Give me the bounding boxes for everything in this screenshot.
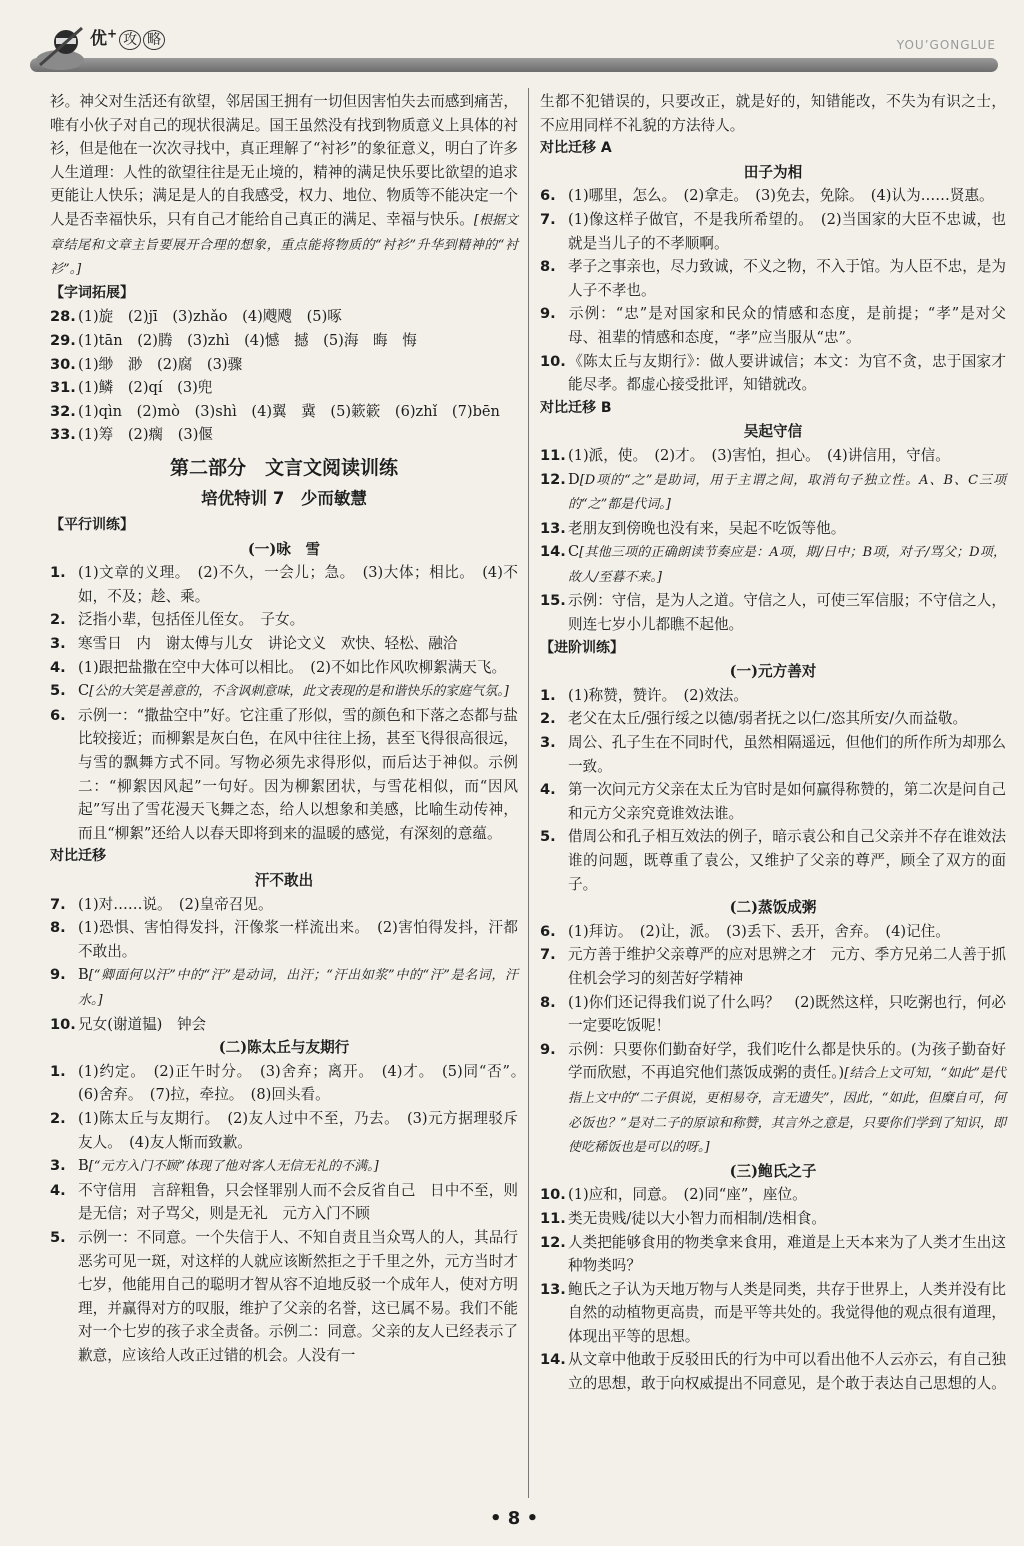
answer-item [540,825,1006,896]
answer-item [50,608,518,632]
item-note: [“卿面何以汗”中的“汗”是动词，出汗；“汗出如浆”中的“汗”是名词，汗水。] [78,968,518,1008]
item-text: (1)拜访。 (2)让，派。 (3)丢下、丢开，舍弃。 (4)记住。 [568,922,950,940]
item-number: 9. [540,1040,556,1058]
item-number: 6. [540,187,556,205]
item-number: 2. [50,611,66,629]
item-text: 示例：只要你们勤奋好学，我们吃什么都是快乐的。(为孩子勤奋好学而欣慰，不再追究他们蒸饭成粥的责任。) [568,1040,1006,1082]
item-text: 从文章中他敢于反驳田氏的行为中可以看出他不人云亦云，有自己独立的思想，敢于向权威提出不同意见，是个敢于表达自己思想的人。 [568,1351,1006,1393]
item-number: 9. [50,966,66,984]
item-number: 29. [50,331,76,349]
answer-list [50,1060,533,1368]
answer-item [50,1179,518,1226]
logo-text: 优+ 攻 略 [90,24,165,49]
subtitle: (三)鲍氏之子 [729,1162,817,1180]
answer-item [540,731,1006,778]
item-text: (1)旋 (2)jī (3)zhǎo (4)飕飕 (5)啄 [78,308,342,326]
item-number: 15. [540,592,566,610]
item-note: [D项的“之”是助词，用于主谓之间，取消句子独立性。A、B、C三项的“之”都是代词。] [568,472,1006,513]
answer-item [50,1013,518,1037]
item-number: 31. [50,379,76,397]
item-number: 8. [540,993,556,1011]
subtitle: (二)蒸饭成粥 [729,899,817,917]
item-number: 6. [540,922,556,940]
answer-item [50,632,518,656]
item-text: (1)缈 渺 (2)腐 (3)骤 [78,355,243,373]
item-number: 2. [50,1109,66,1127]
answer-list [50,561,518,845]
section-heading: 【进阶训练】 [540,639,624,656]
subtitle: 吴起守信 [743,423,803,441]
item-text: 第一次问元方父亲在太丘为官时是如何赢得称赞的，第二次是问自己和元方父亲究竟谁效法谁。 [568,781,1006,822]
item-text: 《陈太丘与友期行》：做人要讲诚信；本文：为官不贪，忠于国家才能尽孝。都虚心接受批评，知错就改。 [568,352,1006,394]
item-number: 8. [540,258,556,276]
item-text: (1)应和，同意。 (2)同“座”，座位。 [568,1186,807,1204]
item-text: 人类把能够食用的物类拿来食用，难道是上天本来为了人类才生出这种物类吗？ [568,1233,1006,1275]
item-text: (1)派，使。 (2)才。 (3)害怕，担心。 (4)讲信用，守信。 [568,446,950,464]
section-heading: 对比迁移 B [540,399,612,416]
item-text: 类无贵贱/徒以大小智力而相制/迭相食。 [568,1209,826,1227]
answer-item [50,704,518,846]
item-number: 7. [540,210,556,228]
subtitle: 汗不敢出 [254,872,314,889]
section-heading: 【字词拓展】 [50,284,134,301]
part-title: 第二部分 文言文阅读训练 [169,456,398,479]
item-number: 8. [50,919,66,937]
answer-item [50,1226,518,1368]
answer-item [540,444,1006,468]
item-text: (1)tān (2)腾 (3)zhì (4)憾 撼 (5)海 晦 悔 [78,331,417,349]
answer-item [50,1060,533,1107]
answer-item [540,1183,1006,1207]
answer-item [540,943,1006,990]
item-number: 9. [540,305,556,323]
answer-item [50,893,518,917]
page-number: • 8 • [490,1508,539,1529]
item-number: 4. [50,658,66,676]
answer-item [540,1231,1006,1278]
subtitle: 田子为相 [743,163,803,181]
item-text: (1)称赞，赞许。 (2)效法。 [568,686,748,704]
item-text: 示例：“忠”是对国家和民众的情感和态度，是前提；“孝”是对父母、祖辈的情感和态度，“孝”应当服从“忠”。 [568,305,1006,346]
item-number: 10. [50,1015,76,1033]
item-note: [其他三项的正确朗读节奏应是：A项，期/日中；B项，对子/骂父；D项，故人/至暮不来。] [568,545,1006,585]
item-note: [结合上文可知，“如此”是代指上文中的“二子俱说，更相易夺，言无遗失”，因此，“如此，但糜自可，何必饭也？”是对二子的原谅和称赞，其言外之意是，只要你们学到了知识，即使吃稀饭也是可以的呀。] [568,1066,1006,1156]
answer-item [50,305,518,329]
answer-item [540,589,1006,636]
answer-item [540,350,1006,397]
item-text: 不守信用 言辞粗鲁，只会怪罪别人而不会反省自己 日中不至，则是无信；对子骂父，则是无礼 元方入门不顾 [78,1181,518,1223]
answer-item [540,184,1006,208]
item-number: 5. [50,682,66,700]
item-note: [公的大笑是善意的，不含讽刺意味，此文表现的是和谐快乐的家庭气氛。] [89,684,509,700]
column-divider [528,88,529,1498]
answer-list [540,920,1006,1160]
item-text: C [568,543,580,561]
item-number: 7. [50,895,66,913]
answer-item [540,778,1006,825]
answer-item [50,376,518,400]
item-text: 兄女(谢道韫) 钟会 [78,1015,207,1033]
answer-item [50,679,518,704]
right-column [540,90,1006,1396]
answer-item [50,656,518,680]
answer-item [540,540,1006,589]
item-text: (1)文章的义理。 (2)不久，一会儿；急。 (3)大体；相比。 (4)不如，不及；趁、乘。 [78,564,518,605]
item-number: 14. [540,543,566,561]
item-number: 7. [540,946,556,964]
answer-item [50,561,518,608]
item-number: 1. [50,564,66,582]
answer-item [540,684,1006,708]
item-number: 11. [540,1209,566,1227]
item-text: (1)陈太丘与友期行。 (2)友人过中不至，乃去。 (3)元方据理驳斥友人。 (4)友人惭而致歉。 [78,1109,518,1151]
item-number: 33. [50,426,76,444]
answer-item [540,920,1006,944]
item-number: 4. [540,781,556,799]
answer-item [540,1348,1006,1395]
item-number: 32. [50,402,76,420]
item-note: [“元方入门不顾”体现了他对客人无信无礼的不满。] [88,1159,379,1175]
answer-item [540,991,1006,1038]
answer-item [50,423,518,447]
item-number: 5. [50,1228,66,1246]
item-number: 6. [50,706,66,724]
item-number: 2. [540,710,556,728]
answer-item [540,1207,1006,1231]
answer-item [50,329,518,353]
item-text: B [78,1157,89,1175]
page-header [0,0,1024,80]
item-number: 13. [540,1280,566,1298]
answer-list [540,1183,1006,1395]
item-text: (1)对……说。 (2)皇帝召见。 [78,895,273,913]
item-number: 1. [540,686,556,704]
item-number: 30. [50,355,76,373]
item-text: C [78,682,90,700]
answer-item [50,1154,518,1179]
item-number: 5. [540,828,556,846]
answer-list [540,444,1006,637]
item-text: D [568,470,580,488]
answer-list [540,184,1006,396]
answer-item [50,353,518,377]
item-number: 11. [540,446,566,464]
answer-item [540,1038,1006,1160]
item-text: 泛指小辈，包括侄儿侄女。 子女。 [78,611,305,629]
item-number: 3. [50,635,66,653]
item-text: (1)你们还记得我们说了什么吗？ (2)既然这样，只吃粥也行，何必一定要吃饭呢！ [568,993,1006,1035]
answer-item [50,963,518,1012]
answer-item [50,400,518,424]
training-title: 培优特训 7 少而敏慧 [201,488,367,508]
answer-item [540,302,1006,349]
left-column [50,90,533,1367]
subtitle: (一)元方善对 [729,663,817,681]
brand-text: YOU’GONGLUE [896,38,996,52]
item-number: 14. [540,1351,566,1369]
answer-item [540,255,1006,302]
item-number: 12. [540,1233,566,1251]
item-text: 寒雪日 内 谢太傅与儿女 讲论文义 欢快、轻松、融洽 [78,635,458,653]
item-text: (1)哪里，怎么。 (2)拿走。 (3)免去，免除。 (4)认为……贤惠。 [568,187,994,205]
item-text: (1)约定。 (2)正午时分。 (3)舍弃；离开。 (4)才。 (5)同“否”。 (6)舍弃。 (7)拉，牵拉。 (8)回头看。 [78,1062,533,1104]
item-text: (1)qìn (2)mò (3)shì (4)翼 冀 (5)簌簌 (6)zhǐ (7)bēn [78,402,500,420]
item-number: 13. [540,519,566,537]
item-text: 周公、孔子生在不同时代，虽然相隔遥远，但他们的所作所为却那么一致。 [568,734,1006,775]
item-number: 28. [50,308,76,326]
section-heading: 【平行训练】 [50,517,134,534]
item-text: 孝子之事亲也，尽力致诚，不义之物，不入于馆。为人臣不忠，是为人子不孝也。 [568,258,1006,299]
item-number: 3. [50,1157,66,1175]
item-text: (1)跟把盐撒在空中大体可以相比。 (2)不如比作风吹柳絮满天飞。 [78,658,507,676]
item-text: 示例一：“撒盐空中”好。它注重了形似，雪的颜色和下落之态都与盐比较接近；而柳絮是灰白色，在风中往往上扬，甚至飞得很高很远，与雪的飘舞方式不同。写物必须先求得形似，而后达于神似。示例二：“柳絮因风起”一句好。因为柳絮团状，与雪花相似，而“因风起”写出了雪花漫天飞舞之态，给人以想象和美感，比喻生动传神，而且“柳絮”还给人以春天即将到来的温暖的感觉，有深刻的意蕴。 [78,706,518,842]
item-number: 4. [50,1181,66,1199]
item-text: (1)像这样子做官，不是我所希望的。 (2)当国家的大臣不忠诚，也就是当儿子的不孝顺啊。 [568,210,1006,252]
answer-list [540,684,1006,896]
section-heading: 对比迁移 A [540,140,612,157]
item-text: (1)鳞 (2)qí (3)兜 [78,379,213,397]
item-text: 示例：守信，是为人之道。守信之人，可使三军信服；不守信之人，则连七岁小儿都瞧不起他。 [568,592,1006,634]
intro-paragraph: 衫。神父对生活还有欲望，邻居国王拥有一切但因害怕失去而感到痛苦，唯有小伙子对自己的现状很满足。国王虽然没有找到物质意义上具体的衬衫，但是他在一次次寻找中，真正理解了“衬衫”的象征意义，明白了许多人生道理：人性的欲望往往是无止境的，精神的满足快乐要比欲望的追求更能让人快乐；满足是人的自我感受，权力、地位、物质等不能决定一个人是否幸福快乐，只有自己才能给自己真正的满足、幸福与快乐。[根据文章结尾和文章主旨要展开合理的想象，重点能将物质的“衬衫”升华到精神的“衬衫”。] [50,93,518,278]
item-number: 10. [540,352,566,370]
subtitle: (一)咏 雪 [247,540,321,558]
item-number: 1. [50,1062,66,1080]
answer-item [540,707,1006,731]
answer-item [540,468,1006,517]
continued-paragraph: 生都不犯错误的，只要改正，就是好的，知错能改，不失为有识之士，不应用同样不礼貌的方法待人。 [540,93,1006,134]
item-text: 老朋友到傍晚也没有来，吴起不吃饭等他。 [568,519,846,537]
answer-item [540,517,1006,541]
item-number: 10. [540,1186,566,1204]
section-heading: 对比迁移 [50,848,106,865]
answer-item [540,208,1006,255]
item-number: 12. [540,470,566,488]
answer-item [50,1107,518,1154]
item-number: 3. [540,734,556,752]
answer-list [50,893,518,1037]
item-text: 鲍氏之子认为天地万物与人类是同类，共存于世界上，人类并没有比自然的动植物更高贵，而是平等共处的。我觉得他的观点很有道理，体现出平等的思想。 [568,1280,1006,1345]
item-text: 老父在太丘/强行绥之以德/弱者抚之以仁/恣其所安/久而益敬。 [568,710,968,728]
item-text: 示例一：不同意。一个失信于人、不知自责且当众骂人的人，其品行恶劣可见一斑，对这样的人就应该断然拒之于千里之外，元方当时才七岁，他能用自己的聪明才智从容不迫地反驳一个成年人，使对方明理，并赢得对方的叹服，维护了父亲的名誉，这已属不易。我们不能对一个七岁的孩子求全责备。示例二：同意。父亲的友人已经表示了歉意，应该给人改正过错的机会。人没有一 [78,1228,518,1364]
word-extension-list [50,305,518,447]
item-text: 元方善于维护父亲尊严的应对思辨之才 元方、季方兄弟二人善于抓住机会学习的刻苦好学精神 [568,946,1006,987]
subtitle: (二)陈太丘与友期行 [218,1039,350,1057]
answer-item [540,1278,1006,1349]
answer-item [50,916,518,963]
item-text: 借周公和孔子相互效法的例子，暗示袁公和自己父亲并不存在谁效法谁的问题，既尊重了袁公，又维护了父亲的尊严，顾全了双方的面子。 [568,828,1006,893]
item-text: (1)恐惧、害怕得发抖，汗像浆一样流出来。 (2)害怕得发抖，汗都不敢出。 [78,919,518,960]
item-text: B [78,966,89,984]
item-text: (1)筹 (2)瘸 (3)偃 [78,426,213,444]
